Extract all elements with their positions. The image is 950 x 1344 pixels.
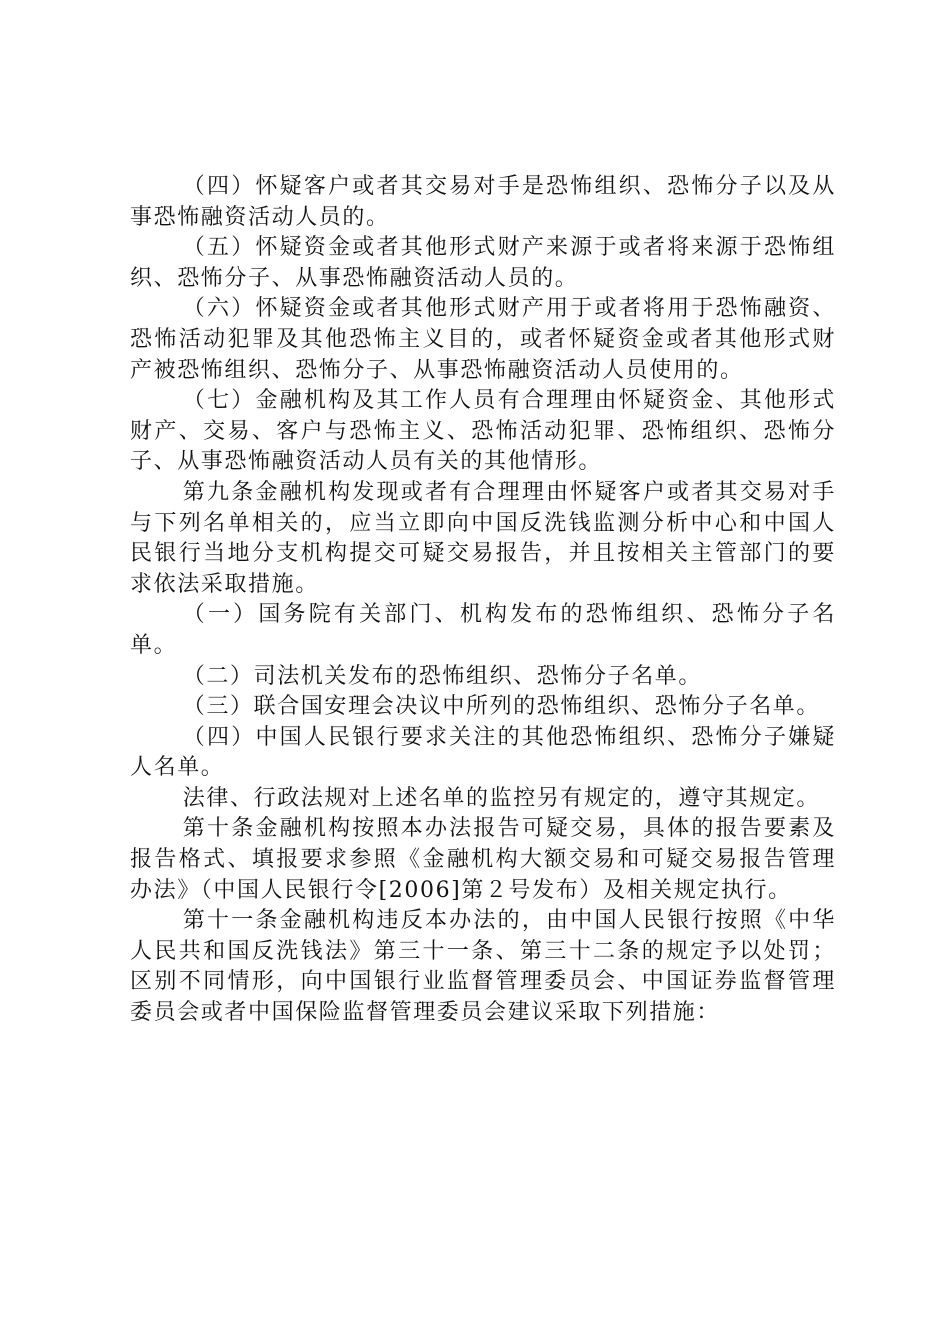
paragraph-list-1-state-council: （一）国务院有关部门、机构发布的恐怖组织、恐怖分子名单。 — [130, 602, 836, 658]
document-body — [130, 172, 836, 1029]
paragraph-list-4-pboc: （四）中国人民银行要求关注的其他恐怖组织、恐怖分子嫌疑人名单。 — [130, 724, 836, 781]
paragraph-list-2-judicial: （二）司法机关发布的恐怖组织、恐怖分子名单。 — [182, 663, 702, 689]
paragraph-clause-6-fund-use: （六）怀疑资金或者其他形式财产用于或者将用于恐怖融资、恐怖活动犯罪及其他恐怖主义目的，或者怀疑资金或者其他形式财产被恐怖组织、恐怖分子、从事恐怖融资活动人员使用的。 — [130, 296, 836, 383]
paragraph-article-10: 第十条金融机构按照本办法报告可疑交易，具体的报告要素及报告格式、填报要求参照《金融机构大额交易和可疑交易报告管理办法》（中国人民银行令[2006]第２号发布）及相关规定执行。 — [130, 816, 836, 903]
paragraph-article-9: 第九条金融机构发现或者有合理理由怀疑客户或者其交易对手与下列名单相关的，应当立即向中国反洗钱监测分析中心和中国人民银行当地分支机构提交可疑交易报告，并且按相关主管部门的要求依法采取措施。 — [130, 479, 836, 597]
paragraph-list-3-un-security-council: （三）联合国安理会决议中所列的恐怖组织、恐怖分子名单。 — [182, 694, 820, 720]
paragraph-clause-5-fund-source: （五）怀疑资金或者其他形式财产来源于或者将来源于恐怖组织、恐怖分子、从事恐怖融资活动人员的。 — [130, 235, 836, 291]
paragraph-laws-regulations: 法律、行政法规对上述名单的监控另有规定的，遵守其规定。 — [182, 785, 820, 811]
paragraph-clause-7-other-circumstances: （七）金融机构及其工作人员有合理理由怀疑资金、其他形式财产、交易、客户与恐怖主义、恐怖活动犯罪、恐怖组织、恐怖分子、从事恐怖融资活动人员有关的其他情形。 — [130, 388, 836, 475]
paragraph-article-11: 第十一条金融机构违反本办法的，由中国人民银行按照《中华人民共和国反洗钱法》第三十一条、第三十二条的规定予以处罚；区别不同情形，向中国银行业监督管理委员会、中国证券监督管理委员会或者中国保险监督管理委员会建议采取下列措施： — [130, 908, 836, 1026]
paragraph-clause-4-suspicious-counterparty: （四）怀疑客户或者其交易对手是恐怖组织、恐怖分子以及从事恐怖融资活动人员的。 — [130, 174, 836, 230]
